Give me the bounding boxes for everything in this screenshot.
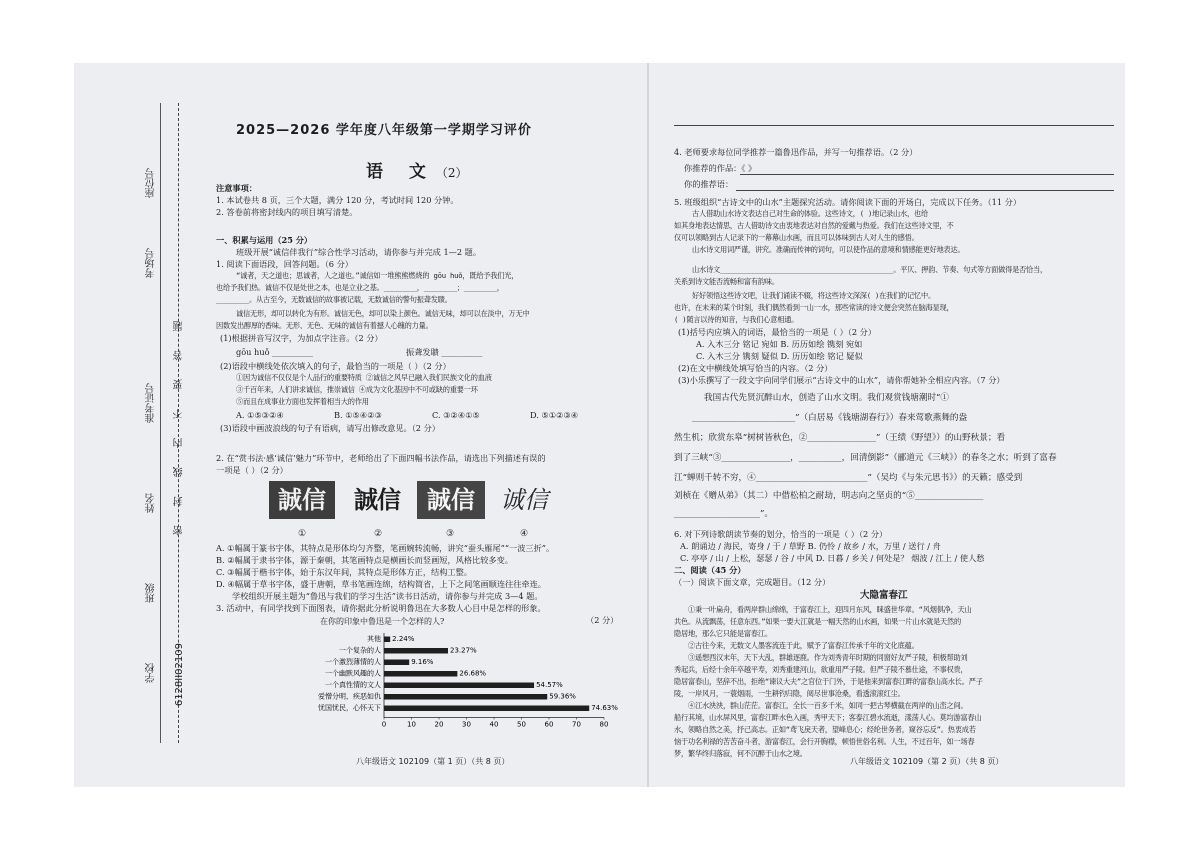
- chart-value-label: 9.16%: [411, 658, 434, 666]
- q5-fill-line: 刘桢在《赠从弟》（其二）中借松柏之耐劫，明志向之坚贞的“⑤________________: [674, 491, 984, 501]
- question-1-2: (2)语段中横线处依次填入的句子，最恰当的一项是（ ）（2 分）: [220, 361, 451, 371]
- chart-value-label: 23.27%: [449, 646, 477, 655]
- chart-tick-label: 30: [462, 720, 471, 729]
- article-line: ②古往今来，无数文人墨客流连于此，赋予了富春江传承千年的文化底蕴。: [688, 641, 919, 650]
- chart-category-label: 爱憎分明，疾恶如仇: [318, 692, 381, 701]
- chart-category-label: 忧国忧民，心怀天下: [318, 704, 381, 712]
- chart-category-label: 一个真性情的文人: [325, 681, 381, 689]
- question-3: 3. 活动中，有同学找到下面图表，请你据此分析说明鲁迅在大多数人心目中是怎样的形象。: [216, 603, 546, 613]
- article-line: ④江水泱泱，群山茫茫。富春江，全长一百多千米，如同一把古琴横截在两岸的山峦之间。: [688, 701, 968, 710]
- section-2-heading: 二、阅读（45 分）: [674, 565, 746, 575]
- q2-option-b: B. ②幅属于隶书字体，源于秦朝，其笔画特点是横画长而竖画短，风格比较多变。: [216, 555, 513, 565]
- chart-tick-label: 40: [489, 720, 499, 729]
- page-2-footer: 八年级语文 102109（第 2 页）（共 8 页）: [850, 757, 1004, 766]
- article-line: 水，领略自然之美，抒己高志。正如“鸢飞戾天者，望峰息心；经纶世务者，窥谷忘反”。热衷成若: [674, 725, 976, 734]
- q5-options-cd: C. 入木三分 镌刻 疑似 D. 历历如绘 铭记 疑似: [696, 351, 863, 361]
- q5-passage-line: 好好领悟这些诗文吧，让我们诵读不辍，将这些诗文深深( )在我们的记忆中。: [692, 291, 935, 300]
- article-line: 梦，繁华终归落寂，何不沉醉于山水之境。: [674, 749, 807, 758]
- question-2: 2. 在“赏书法·感‘诚信’魅力”环节中，老师给出了下面四幅书法作品，请选出下列描述有误的: [216, 453, 546, 463]
- q2-option-d: D. ④幅属于草书字体，盛于唐朝，草书笔画连绵，结构简省，上下之间笔画顺连往往牵连。: [216, 579, 546, 589]
- pinyin-item: 振聋发聩 __________: [406, 347, 483, 357]
- question-5: 5. 班级组织“古诗文中的山水”主题探究活动。请你阅读下面的开场白，完成以下任务。（11 分）: [674, 197, 1022, 207]
- calligraphy-row: [269, 481, 559, 521]
- label-name: 姓名: [146, 493, 157, 513]
- notice-1: 1. 本试卷共 8 页，三个大题，满分 120 分，考试时间 120 分钟。: [216, 195, 459, 205]
- binding-strip: [74, 63, 184, 787]
- binding-line: [160, 103, 161, 743]
- article-line: 隐居富春山，坚辞不出，拒绝“谏议大夫”之官位于门外，于是他来到富春江畔的富春山高水长。严子: [674, 677, 983, 686]
- label-seat: 座位号: [146, 168, 157, 198]
- pinyin-item: gōu huǒ __________: [236, 347, 314, 357]
- q2-option-a: A. ①幅属于篆书字体，其特点是形体均匀齐整，笔画婉转流畅，讲究“蚕头雁尾”“一波三折”。: [216, 543, 555, 553]
- article-line: 恼于功名利禄的苦苦奋斗者，游富春江，会行开胸襟，顿悟世俗名利。人生，不过百年，如一场春: [674, 737, 975, 746]
- q6-options-cd: C. 亭亭 / 山 / 上松，瑟瑟 / 谷 / 中风 D. 日暮 / 乡关 / 何处是？ 烟波 / 江上 / 使人愁: [680, 553, 985, 563]
- article-line: 隐居地，那么它只能是富春江。: [674, 629, 772, 638]
- passage-line: ________。从古至今，无数诚信的故事被记载，无数诚信的警句振聋发聩。: [216, 295, 452, 304]
- calligraphy-cursive-script: 诚信: [500, 486, 548, 514]
- passage-line: 诚信无形，却可以转化为有形。诚信无色，却可以染上颜色。诚信无味，却可以在淡中，万无中: [236, 309, 530, 318]
- chart-bar: [384, 671, 457, 677]
- sentence-options: ③千百年来，人们讲求诚信，推崇诚信 ④成为文化基因中不可或缺的重要一环: [236, 385, 478, 394]
- section-1-heading: 一、积累与运用（25 分）: [216, 235, 313, 245]
- article-line: 船行其境，山水屏风里，富春江畔水色入画，秀甲天下；客泰江碧水流逝，漾荡人心。莫均游富春山: [674, 713, 982, 722]
- option-d: D. ⑤①②③④: [530, 410, 579, 420]
- chart-tick-label: 50: [517, 720, 526, 729]
- page-1: [214, 63, 634, 787]
- subject-number: （2）: [435, 166, 468, 180]
- chart-value-label: 54.57%: [536, 681, 563, 689]
- answer-line: [736, 190, 1114, 191]
- chart-bar: [384, 648, 448, 654]
- passage-line: “诚者，天之道也；思诚者，人之道也。”诚信如一堆熊熊燃烧的 gōu huǒ，既给予我们光，: [236, 271, 519, 280]
- page-1-footer: 八年级语文 102109（第 1 页）（共 8 页）: [356, 757, 510, 766]
- q5-passage-line: 也许，在未来的某个时刻，我们偶然看到一山一水，那些常读的诗文便会突然在脑海显现，: [674, 303, 954, 312]
- question-1-1: (1)根据拼音写汉字，为加点字注音。（2 分）: [220, 333, 383, 343]
- chart-category-label: 一个幽默风趣的人: [325, 669, 381, 678]
- chart-value-label: 26.68%: [459, 669, 487, 678]
- label-school: 学校: [146, 663, 157, 683]
- chart-category-label: 一个激烈薄情的人: [325, 658, 381, 666]
- seal-text: 密 封 线 内 不 要 答 题: [174, 313, 185, 536]
- option-c: C. ③②④①⑤: [432, 410, 480, 420]
- passage-line: 因数发出醇厚的香味。无形、无色、无味的诚信有着撼人心魄的力量。: [216, 321, 433, 330]
- exam-title: 2025—2026 学年度八年级第一学期学习评价: [236, 123, 532, 138]
- chart-value-label: 74.63%: [591, 704, 618, 712]
- label-class: 班级: [146, 583, 157, 603]
- chart-tick-label: 20: [434, 720, 444, 729]
- chart-bar: [384, 660, 409, 666]
- calligraphy-number: ②: [374, 529, 383, 539]
- label-room: 考场号: [146, 248, 157, 278]
- passage-line: 也给予我们热。诚信不仅是处世之本，也是立业之基。________，________；________，: [216, 283, 504, 292]
- question-5-2: (2)在文中横线处填写恰当的内容。（2 分）: [678, 363, 833, 373]
- question-5-3: (3)小乐撰写了一段文字向同学们展示“古诗文中的山水”，请你帮她补全相应内容。（7 分）: [678, 375, 1005, 385]
- page-2: [674, 63, 1114, 787]
- chart-tick-label: 0: [381, 720, 387, 729]
- chart-tick-label: 10: [407, 720, 416, 729]
- article-line: 共色。从流飘荡，任意东西。”如果一要大江就是一幅天然的山水画，如果一片山水就是天然的: [674, 617, 962, 626]
- article-line: ①秉一叶扁舟，看两岸群山绵绵，于富春江上，迎四月东风，睐盛世华章。“风烟俱净，天山: [688, 605, 972, 614]
- calligraphy-number: ④: [520, 529, 529, 539]
- calligraphy-seal-script: 誠信: [269, 481, 335, 519]
- question-2-cont: 一项是（ ）（2 分）: [216, 465, 288, 475]
- chart-title: 在你的印象中鲁迅是一个怎样的人?: [320, 617, 445, 626]
- chart-bar: [384, 637, 390, 643]
- sentence-options: ⑤而且在成事业方面也发挥着相当大的作用: [236, 397, 369, 406]
- q5-fill-line: ____________________”。: [674, 509, 773, 519]
- label-exam-id: 准考证号: [146, 383, 157, 423]
- q5-passage-line: 山水诗文用词严谨，讲究。准确而传神的词句，可以使作品的意境和情感能更好地表达。: [692, 245, 965, 254]
- calligraphy-number: ③: [446, 529, 455, 539]
- chart-tick-label: 60: [544, 720, 554, 729]
- q5-fill-line: 然生机；欣赏东皋“树树皆秋色，②________________”（王绩《野望》）的山野秋景；看: [674, 433, 1006, 443]
- q6-options-ab: A. 朗诵边 / 海民，寄身 / 于 / 草野 B. 仍怜 / 故乡 / 水，万里 / 送行 / 舟: [680, 541, 941, 551]
- q5-passage-line: 古人借助山水诗文表达自己对生命的体验。这些诗文，( )地记录山水，也给: [692, 209, 928, 218]
- option-b: B. ①⑤④②③: [334, 410, 382, 420]
- q2-option-c: C. ③幅属于楷书字体，始于东汉年间，其特点是形体方正，结构工整。: [216, 567, 472, 577]
- chart-tick-label: 80: [599, 720, 609, 729]
- q5-fill-line: 江“蝉则千转不穷，④__________________________”（吴均《与朱元思书》）的天籁；感受到: [674, 473, 1023, 483]
- notice-title: 注意事项：: [216, 183, 257, 193]
- question-4: 4. 老师要求每位同学推荐一篇鲁迅作品，并写一句推荐语。（2 分）: [674, 147, 918, 157]
- answer-line: [740, 174, 1114, 175]
- divider: [674, 125, 1114, 126]
- chart-category-label: 其他: [367, 635, 381, 643]
- q4-work: 你推荐的作品：《 》: [684, 163, 757, 173]
- chart-value-label: 2.24%: [392, 635, 415, 643]
- q5-fill-line: 到了三峡“③________________，__________，回清倒影”（郦道元《三峡》）的春冬之水；听到了富春: [674, 453, 1057, 463]
- chart-bar: [384, 706, 589, 712]
- calligraphy-regular-script: 誠信: [417, 481, 485, 519]
- q5-passage-line: 仅可以领略到古人记录下的一幕幕山水画，而且可以体味到古人对人生的感悟。: [674, 233, 919, 242]
- sentence-options: ①因为诚信不仅仅是个人品行的重要特质 ②诚信之风早已融入我们民族文化的血液: [236, 373, 492, 382]
- question-3-score: （2 分）: [586, 615, 619, 625]
- chart-svg: [274, 629, 618, 741]
- subject-title: [366, 157, 468, 182]
- chart-bar: [384, 694, 547, 700]
- calligraphy-clerical-script: 誠信: [354, 486, 400, 514]
- notice-2: 2. 答卷前将密封线内的项目填写清楚。: [216, 207, 358, 217]
- question-6: 6. 对下列诗歌朗读节奏的划分，恰当的一项是（ ）（2 分）: [674, 529, 888, 539]
- q5-options-ab: A. 入木三分 铭记 宛如 B. 历历如绘 镌刻 宛如: [696, 339, 863, 349]
- chart-value-label: 59.36%: [549, 692, 576, 701]
- question-5-1: (1)括号内应填入的词语，最恰当的一项是（ ）（2 分）: [678, 327, 877, 337]
- question-1-3: (3)语段中画波浪线的句子有语病，请写出修改意见。（2 分）: [220, 423, 440, 433]
- q5-passage-line: ( )随言以待的知音，与我们心意相通。: [674, 315, 799, 324]
- article-line: 秀起兵，后经十余年卒越平寿，刘秀重建河山，欲重用严子陵。但严子陵不慕仕途，不事权贵，: [674, 665, 968, 674]
- chart-category-label: 一个复杂的人: [339, 646, 381, 655]
- chart-tick-label: 70: [572, 720, 581, 729]
- q5-passage-line: 山水诗文__________________________________________。平仄、押韵、节奏、句式等方面做得是否恰当，: [692, 265, 1048, 274]
- option-a: A. ①⑤③②④: [236, 410, 284, 420]
- q5-fill-line: 我国古代先贤沉醉山水，创造了山水文明。我们观赏钱塘潮时“①: [704, 393, 950, 403]
- article-line: 陵，一岸风月，一蓑烟雨，一生耕钓归隐，阅尽世事沧桑，看透滚滚红尘。: [674, 689, 905, 698]
- binding-code: 6128II02109: [174, 643, 185, 707]
- q5-passage-line: 关系到诗文能否流畅和富有韵味。: [674, 277, 779, 286]
- calligraphy-number: ①: [298, 529, 307, 539]
- question-1: 1. 阅读下面语段，回答问题。（6 分）: [216, 259, 353, 269]
- activity-intro: 班级开展“诚信伴我行”综合性学习活动，请你参与并完成 1—2 题。: [236, 247, 482, 257]
- reading-intro: （一）阅读下面文章，完成题目。（12 分）: [674, 577, 831, 587]
- q5-fill-line: ________________________”（白居易《钱塘湖春行》）春来莺歌燕舞的盎: [692, 413, 968, 423]
- exam-paper: [74, 63, 1125, 787]
- subject-name: 语 文: [366, 162, 436, 182]
- article-line: ③遥想西汉末年，天下大乱，群雄逐鹿。作为刘秀青年时期的同窗好友严子陵，积极帮助刘: [688, 653, 968, 662]
- q5-passage-line: 如其身地表达情思，古人借助诗文由衷地表达对自然的爱戴与热爱。我们在这些诗文里，不: [674, 221, 954, 230]
- article-title: 大隐富春江: [860, 590, 908, 601]
- fold-line: [647, 63, 649, 787]
- activity-intro-2: 学校组织开展主题为“鲁迅与我们的学习生活”读书日活动，请你参与并完成 3—4 题。: [232, 591, 543, 601]
- q4-reason: 你的推荐语：: [684, 179, 734, 189]
- chart-bar: [384, 683, 534, 689]
